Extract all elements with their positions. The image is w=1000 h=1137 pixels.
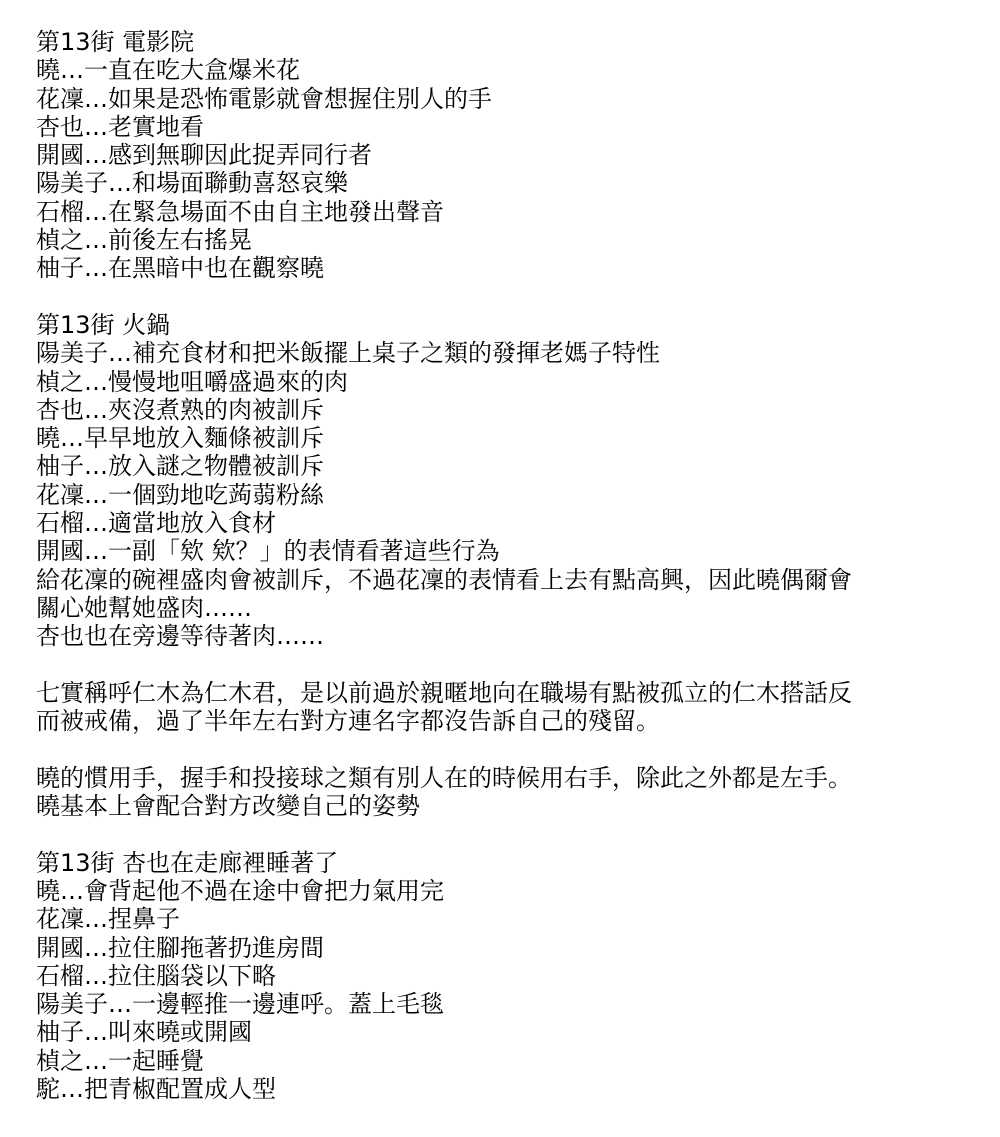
text-line: 杏也…夾沒煮熟的肉被訓斥 [36, 395, 324, 424]
paragraph-spacer [36, 735, 986, 763]
text-line: 花凜…捏鼻子 [36, 905, 180, 934]
text-line: 石榴…適當地放入食材 [36, 509, 276, 538]
text-line: 花凜…一個勁地吃蒟蒻粉絲 [36, 480, 324, 509]
text-line: 而被戒備，過了半年左右對方連名字都沒告訴自己的殘留。 [36, 707, 660, 736]
text-line: 曉基本上會配合對方改變自己的姿勢 [36, 792, 420, 821]
section-heading: 第13街 杏也在走廊裡睡著了 [36, 848, 339, 877]
text-line: 開國…感到無聊因此捉弄同行者 [36, 141, 372, 170]
text-line: 杏也也在旁邊等待著肉…… [36, 622, 324, 651]
text-line: 陽美子…一邊輕推一邊連呼。蓋上毛毯 [36, 990, 444, 1019]
text-line: 楨之…慢慢地咀嚼盛過來的肉 [36, 367, 348, 396]
text-line: 柚子…叫來曉或開國 [36, 1018, 252, 1047]
section-akatsuki-note [36, 764, 986, 821]
section-hotpot [36, 311, 986, 651]
text-line: 陽美子…補充食材和把米飯擺上桌子之類的發揮老媽子特性 [36, 339, 660, 368]
text-line: 駝…把青椒配置成人型 [36, 1074, 276, 1103]
text-line: 曉的慣用手，握手和投接球之類有別人在的時候用右手，除此之外都是左手。 [36, 763, 852, 792]
text-line: 七實稱呼仁木為仁木君，是以前過於親暱地向在職場有點被孤立的仁木搭話反 [36, 678, 852, 707]
text-line: 花凜…如果是恐怖電影就會想握住別人的手 [36, 84, 492, 113]
text-line: 杏也…老實地看 [36, 112, 204, 141]
text-line: 開國…拉住腳拖著扔進房間 [36, 933, 324, 962]
text-line: 開國…一副「欸 欸？」的表情看著這些行為 [36, 537, 500, 566]
text-line: 曉…早早地放入麵條被訓斥 [36, 424, 324, 453]
section-hallway [36, 849, 986, 1104]
section-cinema [36, 28, 986, 283]
text-line: 關心她幫她盛肉…… [36, 593, 252, 622]
section-nanami-note [36, 679, 986, 736]
section-heading: 第13街 電影院 [36, 28, 195, 56]
text-line: 曉…一直在吃大盒爆米花 [36, 56, 300, 85]
paragraph-spacer [36, 651, 986, 679]
section-heading: 第13街 火鍋 [36, 310, 171, 339]
paragraph-spacer [36, 283, 986, 311]
text-line: 石榴…在緊急場面不由自主地發出聲音 [36, 197, 444, 226]
text-line: 楨之…一起睡覺 [36, 1046, 204, 1075]
text-line: 柚子…在黑暗中也在觀察曉 [36, 254, 324, 283]
text-line: 石榴…拉住腦袋以下略 [36, 961, 276, 990]
text-line: 給花凜的碗裡盛肉會被訓斥，不過花凜的表情看上去有點高興，因此曉偶爾會 [36, 565, 852, 594]
paragraph-spacer [36, 820, 986, 848]
text-line: 楨之…前後左右搖晃 [36, 226, 252, 255]
text-line: 曉…會背起他不過在途中會把力氣用完 [36, 876, 444, 905]
document-body [36, 28, 986, 1103]
text-line: 陽美子…和場面聯動喜怒哀樂 [36, 169, 348, 198]
text-line: 柚子…放入謎之物體被訓斥 [36, 452, 324, 481]
